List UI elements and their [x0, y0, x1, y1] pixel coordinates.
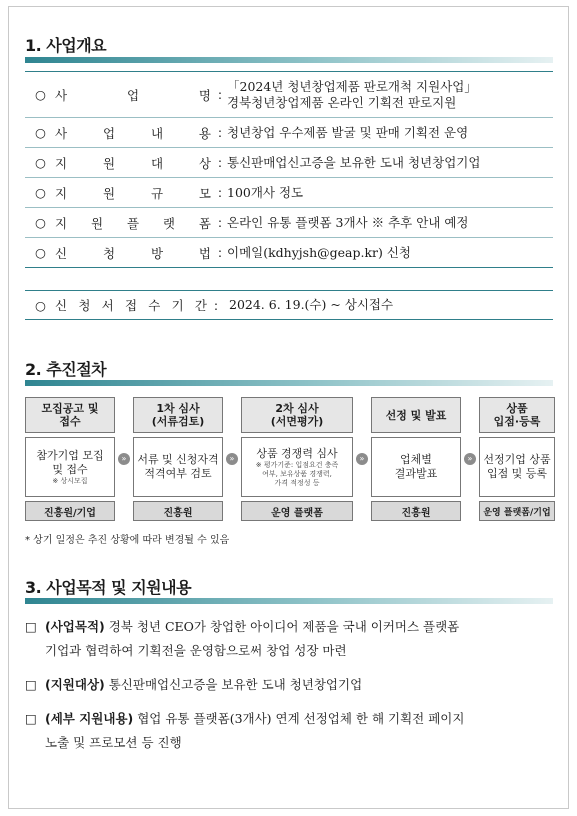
- process-step: [479, 397, 555, 523]
- section3-divider: [25, 598, 553, 604]
- circle-marker: ○: [35, 245, 46, 260]
- row-label: 지 원 규 모: [55, 185, 211, 201]
- row-value: 100개사 정도: [227, 184, 304, 200]
- overview-table: [25, 71, 553, 268]
- section3-title: 3. 사업목적 및 지원내용: [25, 578, 192, 597]
- section1-title: 1. 사업개요: [25, 36, 107, 55]
- chevron-right-icon: »: [464, 453, 476, 465]
- step-owner: 진흥원/기업: [25, 501, 115, 521]
- schedule-note: * 상기 일정은 추진 상황에 따라 변경될 수 있음: [25, 535, 230, 546]
- step-header: 1차 심사 (서류검토): [133, 397, 223, 433]
- section2-title: 2. 추진절차: [25, 360, 107, 379]
- row-label: 지 원 대 상: [55, 155, 211, 171]
- circle-marker: ○: [35, 185, 46, 200]
- step-header: 2차 심사 (서면평가): [241, 397, 353, 433]
- list-item: □ (세부 지원내용) 협업 유통 플랫폼(3개사) 연계 선정업체 한 해 기획전 페이지 노출 및 프로모션 등 진행: [25, 707, 557, 755]
- document-page: [8, 6, 569, 809]
- row-value: 통신판매업신고증을 보유한 도내 청년창업기업: [227, 154, 481, 170]
- application-period-row: ○ 신 청 서 접 수 기 간 : 2024. 6. 19.(수) ~ 상시접수: [25, 290, 553, 320]
- process-step: [133, 397, 223, 523]
- row-value: 2024. 6. 19.(수) ~ 상시접수: [229, 297, 394, 312]
- row-value: 「2024년 청년창업제품 판로개척 지원사업」 경북청년창업제품 온라인 기획전 판로지원: [227, 78, 477, 110]
- step-owner: 진흥원: [371, 501, 461, 521]
- circle-marker: ○: [35, 155, 46, 170]
- step-header: 상품 입점·등록: [479, 397, 555, 433]
- row-business-content: ○ 사 업 내 용 : 청년창업 우수제품 발굴 및 판매 기획전 운영: [25, 118, 553, 148]
- chevron-right-icon: »: [118, 453, 130, 465]
- row-support-scale: ○ 지 원 규 모 : 100개사 정도: [25, 178, 553, 208]
- row-value: 온라인 유통 플랫폼 3개사 ※ 추후 안내 예정: [227, 214, 469, 230]
- chevron-right-icon: »: [356, 453, 368, 465]
- row-label: 사 업 명: [55, 87, 211, 103]
- step-body: 업체별 결과발표: [371, 437, 461, 497]
- list-item: □ (지원대상) 통신판매업신고증을 보유한 도내 청년창업기업: [25, 673, 557, 697]
- row-label: 신 청 방 법: [55, 245, 211, 261]
- row-label: 신 청 서 접 수 기 간: [55, 298, 207, 313]
- checkbox-square-icon: □: [25, 711, 37, 726]
- process-step: [25, 397, 115, 523]
- row-support-target: ○ 지 원 대 상 : 통신판매업신고증을 보유한 도내 청년창업기업: [25, 148, 553, 178]
- row-business-name: ○ 사 업 명 : 「2024년 청년창업제품 판로개척 지원사업」 경북청년창업제품 온라인 기획전 판로지원: [25, 72, 553, 118]
- circle-marker: ○: [35, 125, 46, 140]
- section2-divider: [25, 380, 553, 386]
- step-body: 선정기업 상품 입점 및 등록: [479, 437, 555, 497]
- step-owner: 진흥원: [133, 501, 223, 521]
- process-step: [241, 397, 353, 523]
- row-label: 사 업 내 용: [55, 125, 211, 141]
- chevron-right-icon: »: [226, 453, 238, 465]
- circle-marker: ○: [35, 297, 46, 313]
- step-owner: 운영 플랫폼/기업: [479, 501, 555, 521]
- step-body: 참가기업 모집 및 접수 ※ 상시모집: [25, 437, 115, 497]
- list-item: □ (사업목적) 경북 청년 CEO가 창업한 아이디어 제품을 국내 이커머스 플랫폼 기업과 협력하여 기획전을 운영함으로써 창업 성장 마련: [25, 615, 557, 663]
- process-flow: [25, 397, 555, 523]
- step-owner: 운영 플랫폼: [241, 501, 353, 521]
- checkbox-square-icon: □: [25, 619, 37, 634]
- step-body: 상품 경쟁력 심사 ※ 평가기준: 입점요건 충족 여부, 보유상품 경쟁력, 가격 적정성 등: [241, 437, 353, 497]
- step-body: 서류 및 신청자격 적격여부 검토: [133, 437, 223, 497]
- checkbox-square-icon: □: [25, 677, 37, 692]
- step-header: 모집공고 및 접수: [25, 397, 115, 433]
- process-step: [371, 397, 461, 523]
- step-header: 선정 및 발표: [371, 397, 461, 433]
- row-support-platform: ○ 지 원 플 랫 폼 : 온라인 유통 플랫폼 3개사 ※ 추후 안내 예정: [25, 208, 553, 238]
- circle-marker: ○: [35, 87, 46, 102]
- row-value: 이메일(kdhyjsh@geap.kr) 신청: [227, 244, 412, 260]
- section1-divider: [25, 57, 553, 63]
- circle-marker: ○: [35, 215, 46, 230]
- row-application-method: ○ 신 청 방 법 : 이메일(kdhyjsh@geap.kr) 신청: [25, 238, 553, 268]
- row-label: 지 원 플 랫 폼: [55, 215, 211, 231]
- row-value: 청년창업 우수제품 발굴 및 판매 기획전 운영: [227, 124, 469, 140]
